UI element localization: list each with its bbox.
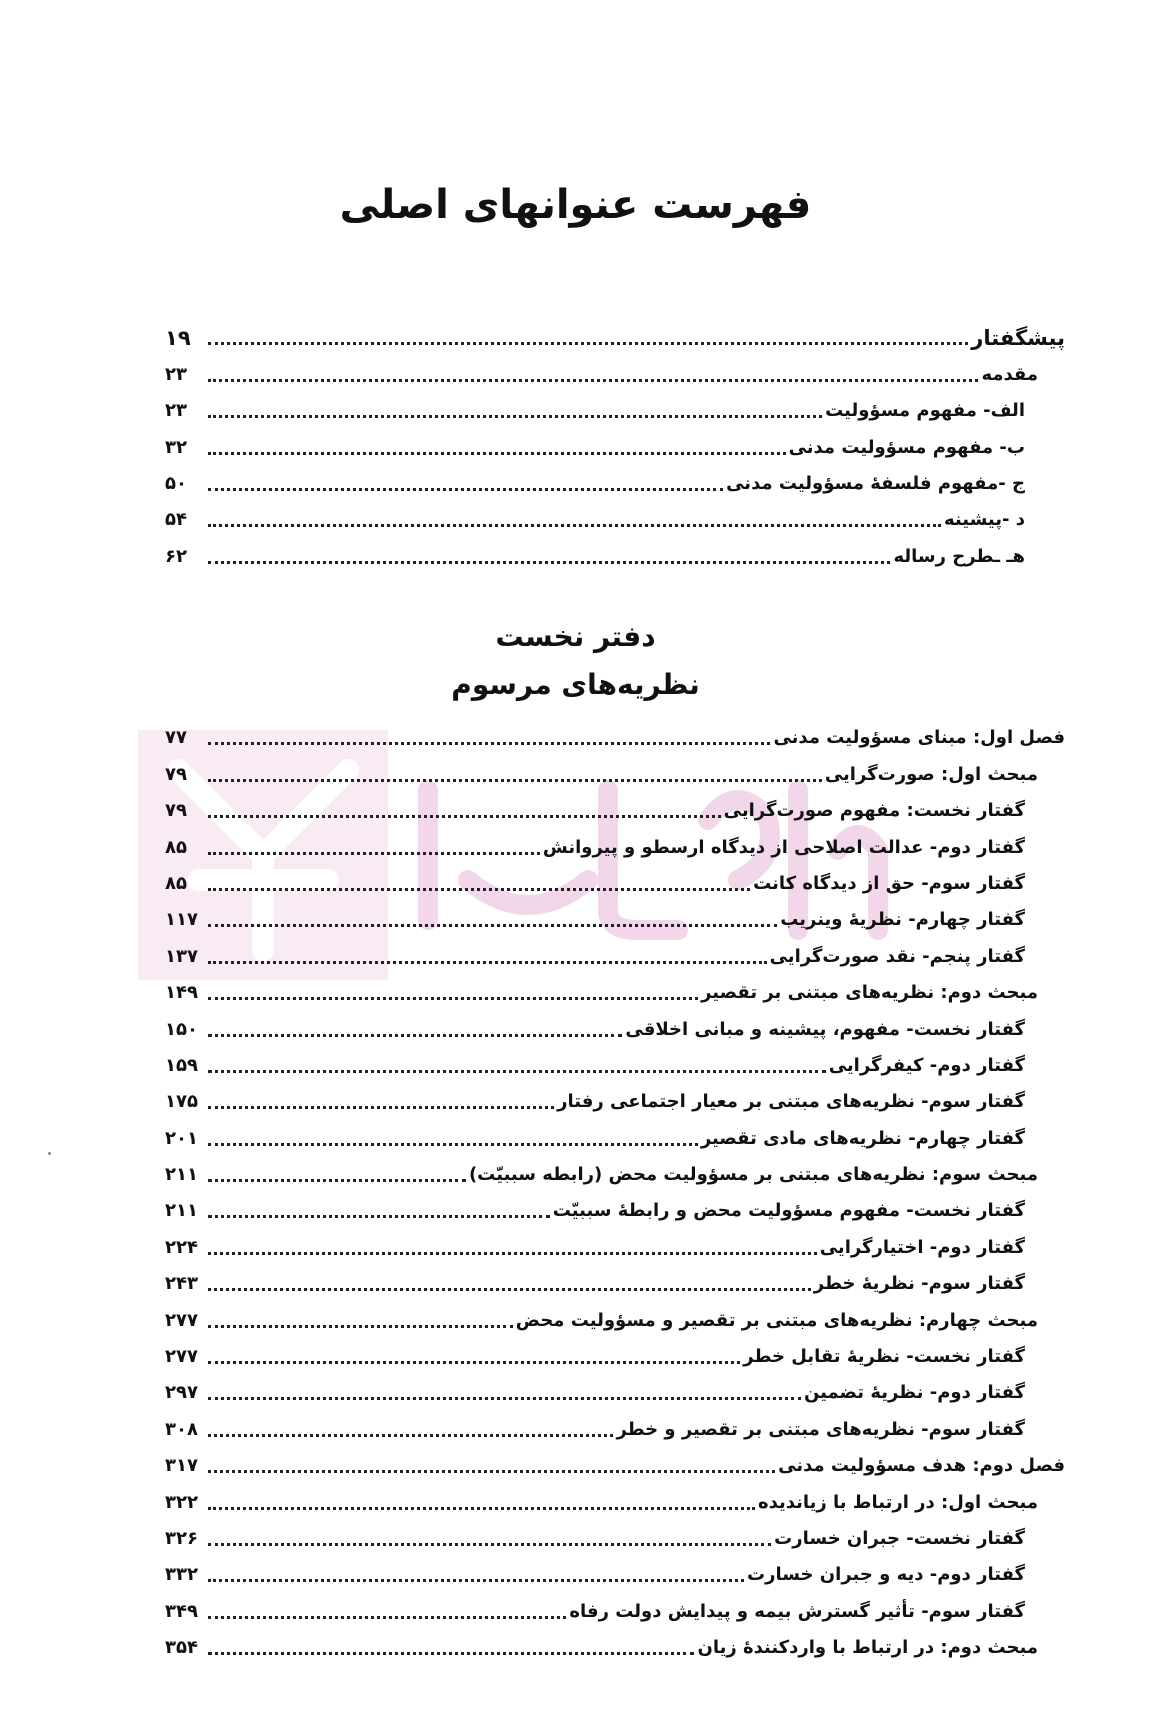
dot-leader: [208, 1178, 466, 1182]
toc-entry-label: گفتار نخست- مفهوم مسؤولیت محض و رابطهٔ سببیّت: [552, 1200, 1025, 1222]
page-title: فهرست عنوانهای اصلی: [339, 182, 812, 228]
toc-entry-label: گفتار دوم- کیفرگرایی: [828, 1054, 1025, 1076]
toc-entry: [165, 791, 1065, 827]
toc-entry-page-number: ۳۵۴: [165, 1637, 198, 1659]
toc-entry: [165, 1555, 1065, 1591]
scan-speck: [48, 1152, 51, 1155]
toc-entry-page-number: ۲۲۴: [165, 1236, 198, 1258]
toc-entry-page-number: ۷۹: [165, 763, 187, 785]
toc-main: [165, 718, 1065, 1664]
toc-entry: [165, 318, 1065, 354]
toc-entry: [165, 1155, 1065, 1191]
toc-entry: [165, 1373, 1065, 1409]
toc-entry: [165, 864, 1065, 900]
toc-entry: [165, 936, 1065, 972]
toc-entry: [165, 1519, 1065, 1555]
toc-entry-label: گفتار سوم- نظریه‌های مبتنی بر تقصیر و خطر: [616, 1418, 1025, 1440]
part-subheading: نظریه‌های مرسوم: [451, 668, 700, 701]
toc-entry-page-number: ۱۴۹: [165, 982, 198, 1004]
toc-entry: [165, 1118, 1065, 1154]
toc-entry-label: مبحث سوم: نظریه‌های مبتنی بر مسؤولیت محض (رابطه سببیّت): [468, 1164, 1038, 1186]
dot-leader: [208, 1469, 775, 1473]
toc-entry-page-number: ۲۰۱: [165, 1127, 198, 1149]
toc-entry: [165, 1409, 1065, 1445]
toc-entry-page-number: ۷۹: [165, 800, 187, 822]
toc-entry-page-number: ۳۰۸: [165, 1418, 198, 1440]
toc-entry-page-number: ۱۱۷: [165, 909, 198, 931]
part-heading: دفتر نخست: [495, 620, 656, 653]
toc-entry-label: هـ ـطرح رساله: [893, 545, 1025, 567]
dot-leader: [208, 378, 978, 382]
toc-entry-label: گفتار پنجم- نقد صورت‌گرایی: [769, 945, 1025, 967]
toc-entry-label: گفتار نخست- مفهوم، پیشینه و مبانی اخلاقی: [625, 1018, 1025, 1040]
toc-entry: [165, 536, 1065, 572]
toc-entry-page-number: ۲۹۷: [165, 1382, 198, 1404]
dot-leader: [208, 1105, 554, 1109]
toc-entry-label: گفتار چهارم- نظریهٔ وینریب: [780, 909, 1025, 931]
dot-leader: [208, 1214, 550, 1218]
toc-entry-label: مقدمه: [981, 363, 1038, 385]
toc-entry: [165, 1191, 1065, 1227]
toc-entry-page-number: ۲۱۱: [165, 1200, 198, 1222]
toc-entry-label: مبحث دوم: در ارتباط با واردکنندهٔ زیان: [697, 1637, 1038, 1659]
toc-entry-label: گفتار نخست- جبران خسارت: [774, 1527, 1025, 1549]
toc-entry-page-number: ۸۵: [165, 836, 187, 858]
dot-leader: [208, 851, 540, 855]
dot-leader: [208, 996, 698, 1000]
toc-entry-label: گفتار سوم- حق از دیدگاه کانت: [753, 872, 1025, 894]
dot-leader: [208, 523, 941, 527]
dot-leader: [208, 414, 822, 418]
dot-leader: [208, 1069, 826, 1073]
dot-leader: [208, 778, 822, 782]
dot-leader: [208, 1396, 801, 1400]
dot-leader: [208, 1142, 698, 1146]
toc-entry: [165, 1591, 1065, 1627]
dot-leader: [208, 814, 721, 818]
toc-entry-label: گفتار دوم- نظریهٔ تضمین: [803, 1382, 1025, 1404]
toc-entry-page-number: ۲۷۷: [165, 1346, 198, 1368]
toc-entry: [165, 1628, 1065, 1664]
dot-leader: [208, 1324, 513, 1328]
toc-entry-page-number: ۱۹: [165, 326, 191, 351]
dot-leader: [208, 960, 767, 964]
toc-entry-page-number: ۲۴۳: [165, 1273, 198, 1295]
toc-entry-page-number: ۳۲: [165, 436, 187, 458]
toc-entry: [165, 464, 1065, 500]
toc-entry: [165, 900, 1065, 936]
dot-leader: [208, 1433, 613, 1437]
toc-entry-label: فصل دوم: هدف مسؤولیت مدنی: [778, 1455, 1065, 1477]
toc-entry-label: فصل اول: مبنای مسؤولیت مدنی: [773, 727, 1065, 749]
toc-entry-page-number: ۲۳: [165, 363, 187, 385]
toc-entry-page-number: ۲۳: [165, 400, 187, 422]
dot-leader: [208, 1506, 755, 1510]
dot-leader: [208, 451, 786, 455]
toc-entry-page-number: ۳۴۹: [165, 1600, 198, 1622]
dot-leader: [208, 1251, 817, 1255]
dot-leader: [208, 887, 750, 891]
toc-entry-page-number: ۷۷: [165, 727, 187, 749]
toc-entry-label: پیشگفتار: [971, 326, 1065, 351]
toc-entry-page-number: ۱۷۵: [165, 1091, 198, 1113]
toc-entry-page-number: ۱۵۰: [165, 1018, 198, 1040]
toc-entry-label: گفتار نخست: مفهوم صورت‌گرایی: [723, 800, 1025, 822]
toc-entry-label: مبحث دوم: نظریه‌های مبتنی بر تقصیر: [701, 982, 1038, 1004]
toc-entry-label: د -پیشینه: [943, 509, 1025, 531]
toc-entry: [165, 1446, 1065, 1482]
dot-leader: [208, 341, 968, 345]
toc-entry-page-number: ۳۲۶: [165, 1527, 198, 1549]
dot-leader: [208, 1033, 622, 1037]
toc-entry-page-number: ۵۰: [165, 472, 187, 494]
toc-entry: [165, 354, 1065, 390]
toc-entry: [165, 427, 1065, 463]
toc-entry-label: گفتار نخست- نظریهٔ تقابل خطر: [743, 1346, 1025, 1368]
toc-entry-page-number: ۱۳۷: [165, 945, 198, 967]
toc-entry: [165, 500, 1065, 536]
toc-entry-label: گفتار چهارم- نظریه‌های مادی تقصیر: [700, 1127, 1025, 1149]
toc-entry: [165, 1046, 1065, 1082]
dot-leader: [208, 1578, 744, 1582]
dot-leader: [208, 1287, 811, 1291]
toc-entry-label: گفتار سوم- نظریهٔ خطر: [813, 1273, 1025, 1295]
dot-leader: [208, 741, 770, 745]
dot-leader: [208, 923, 777, 927]
toc-entry: [165, 1300, 1065, 1336]
dot-leader: [208, 560, 890, 564]
toc-entry-page-number: ۵۴: [165, 509, 187, 531]
toc-entry-label: مبحث اول: صورت‌گرایی: [824, 763, 1038, 785]
toc-entry-page-number: ۲۱۱: [165, 1164, 198, 1186]
toc-entry: [165, 1227, 1065, 1263]
toc-entry-label: گفتار دوم- اختیارگرایی: [819, 1236, 1025, 1258]
toc-entry: [165, 1337, 1065, 1373]
dot-leader: [208, 1651, 694, 1655]
toc-entry-page-number: ۲۷۷: [165, 1309, 198, 1331]
toc-entry-page-number: ۶۲: [165, 545, 187, 567]
dot-leader: [208, 1542, 771, 1546]
toc-entry-page-number: ۱۵۹: [165, 1054, 198, 1076]
toc-entry: [165, 1482, 1065, 1518]
toc-entry-page-number: ۳۱۷: [165, 1455, 198, 1477]
toc-front-matter: [165, 318, 1065, 573]
toc-entry-page-number: ۳۲۲: [165, 1491, 198, 1513]
dot-leader: [208, 1615, 566, 1619]
toc-entry-page-number: ۸۵: [165, 872, 187, 894]
toc-entry-label: مبحث اول: در ارتباط با زیاندیده: [757, 1491, 1038, 1513]
toc-entry: [165, 1264, 1065, 1300]
toc-entry-label: گفتار سوم- نظریه‌های مبتنی بر معیار اجتماعی رفتار: [557, 1091, 1025, 1113]
toc-entry: [165, 754, 1065, 790]
toc-entry: [165, 391, 1065, 427]
toc-entry: [165, 718, 1065, 754]
dot-leader: [208, 487, 723, 491]
toc-entry-label: ب- مفهوم مسؤولیت مدنی: [788, 436, 1025, 458]
toc-entry-label: گفتار دوم- عدالت اصلاحی از دیدگاه ارسطو و پیروانش: [542, 836, 1025, 858]
toc-entry-label: ج -مفهوم فلسفهٔ مسؤولیت مدنی: [726, 472, 1025, 494]
toc-entry: [165, 827, 1065, 863]
toc-entry: [165, 1082, 1065, 1118]
toc-entry: [165, 973, 1065, 1009]
toc-entry-page-number: ۳۳۲: [165, 1564, 198, 1586]
toc-entry-label: الف- مفهوم مسؤولیت: [825, 400, 1025, 422]
toc-entry-label: گفتار دوم- دیه و جبران خسارت: [747, 1564, 1025, 1586]
toc-entry: [165, 1009, 1065, 1045]
dot-leader: [208, 1360, 740, 1364]
toc-entry-label: گفتار سوم- تأثیر گسترش بیمه و پیدایش دولت رفاه: [569, 1600, 1025, 1622]
toc-entry-label: مبحث چهارم: نظریه‌های مبتنی بر تقصیر و مسؤولیت محض: [515, 1309, 1038, 1331]
